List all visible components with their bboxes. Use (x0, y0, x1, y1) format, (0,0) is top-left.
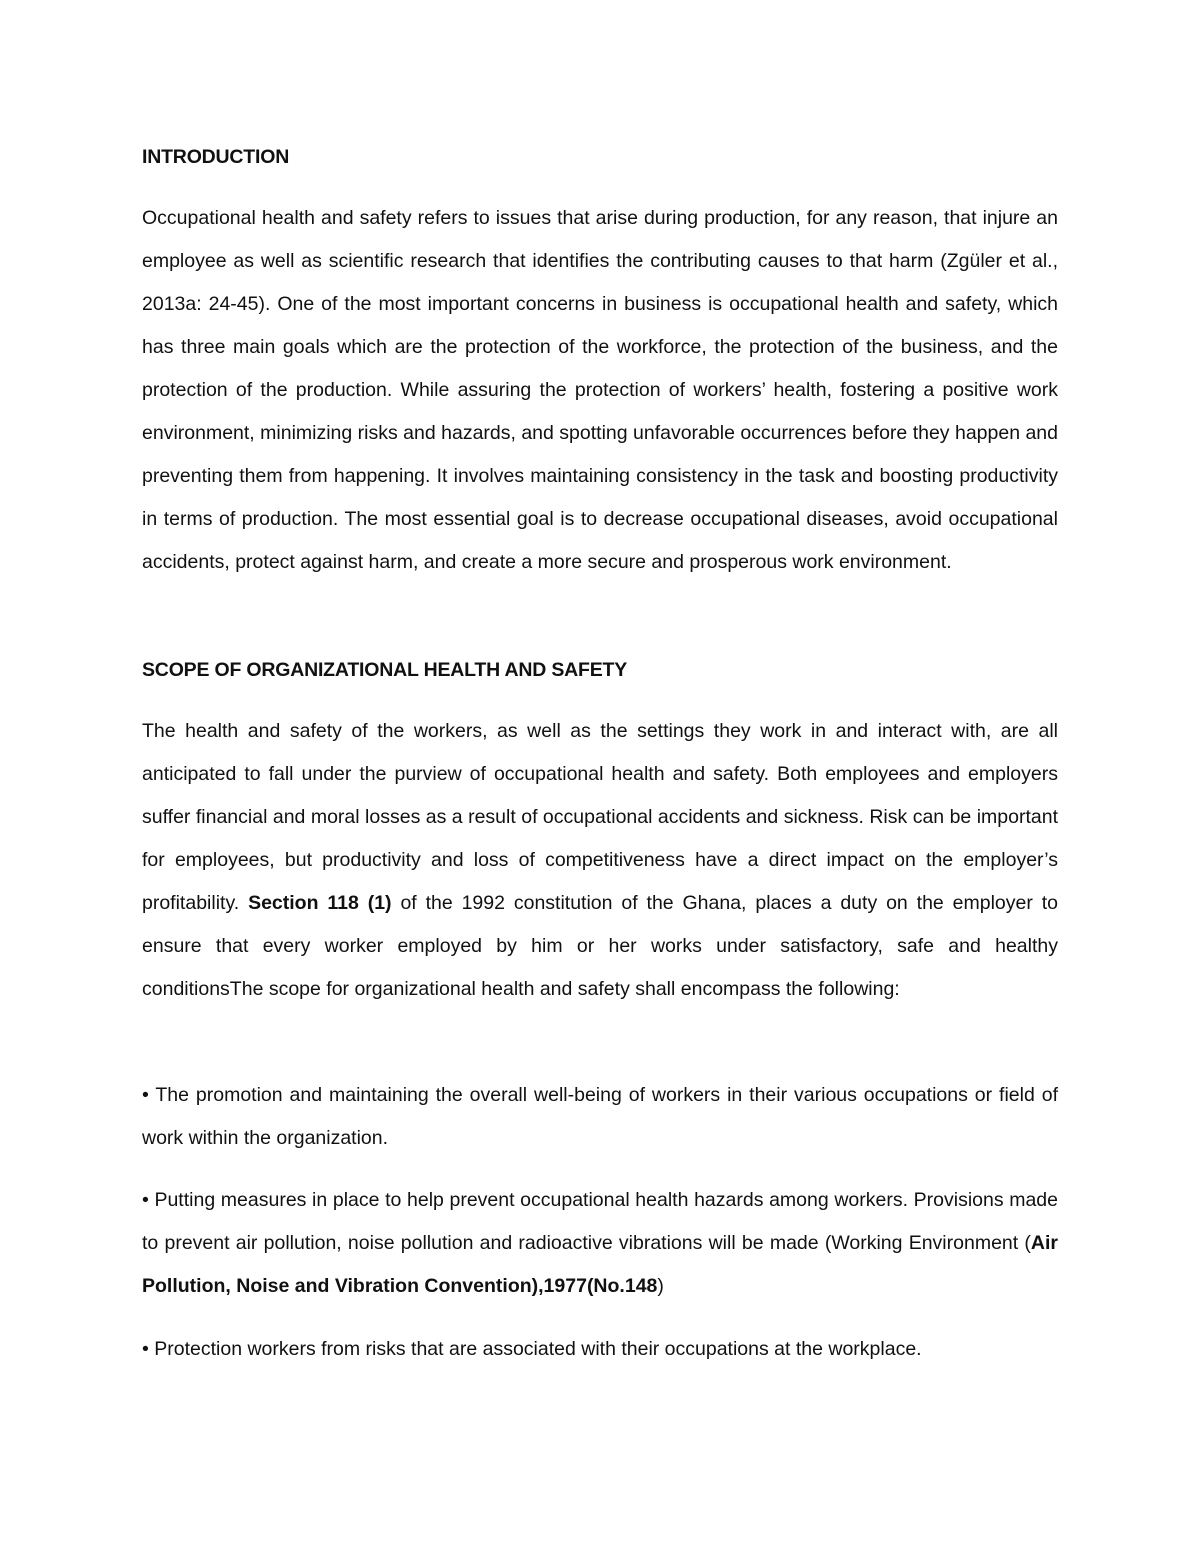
bullet-item-protection (142, 1328, 1058, 1371)
bullet-item-hazards (142, 1179, 1058, 1308)
intro-paragraph (142, 197, 1058, 584)
scope-heading: SCOPE OF ORGANIZATIONAL HEALTH AND SAFETY (142, 659, 628, 681)
bullet-text-part1: • Putting measures in place to help prevent occupational health hazards among workers. Provisions made to prevent air pollution, noise pollution and radioactive vibrations will be made (Working Environment ( (142, 1189, 1058, 1254)
bullet-item-wellbeing (142, 1074, 1058, 1160)
bullet-text-part3: ) (657, 1275, 664, 1297)
section-reference: Section 118 (1) (248, 892, 392, 914)
scope-paragraph (142, 710, 1058, 1011)
scope-paragraph-text (142, 710, 1058, 1011)
convention-reference: Air Pollution, Noise and Vibration Convention),1977(No.148 (142, 1232, 1058, 1297)
intro-heading: INTRODUCTION (142, 146, 290, 168)
bullet-item-text: • The promotion and maintaining the overall well-being of workers in their various occupations or field of work within the organization. (142, 1084, 1058, 1149)
intro-paragraph-text: Occupational health and safety refers to issues that arise during production, for any reason, that injure an employee as well as scientific research that identifies the contributing causes to that harm (Zgüler et al., 2013a: 24-45). One of the most important concerns in business is occupational health and safety, which has three main goals which are the protection of the workforce, the protection of the business, and the protection of the production. While assuring the protection of workers’ health, fostering a positive work environment, minimizing risks and hazards, and spotting unfavorable occurrences before they happen and preventing them from happening. It involves maintaining consistency in the task and boosting productivity in terms of production. The most essential goal is to decrease occupational diseases, avoid occupational accidents, protect against harm, and create a more secure and prosperous work environment. (142, 207, 1058, 573)
scope-text-part2: of the 1992 constitution of the Ghana, places a duty on the employer to ensure that every worker employed by him or her works under satisfactory, safe and healthy conditionsThe scope for organizational health and safety shall encompass the following: (142, 892, 1058, 1000)
scope-text-part1: The health and safety of the workers, as well as the settings they work in and interact with, are all anticipated to fall under the purview of occupational health and safety. Both employees and employers suffer financial and moral losses as a result of occupational accidents and sickness. Risk can be important for employees, but productivity and loss of competitiveness have a direct impact on the employer’s profitability. (142, 720, 1058, 914)
bullet-item-text (142, 1179, 1058, 1308)
bullet-item-text: • Protection workers from risks that are associated with their occupations at the workplace. (142, 1338, 922, 1360)
